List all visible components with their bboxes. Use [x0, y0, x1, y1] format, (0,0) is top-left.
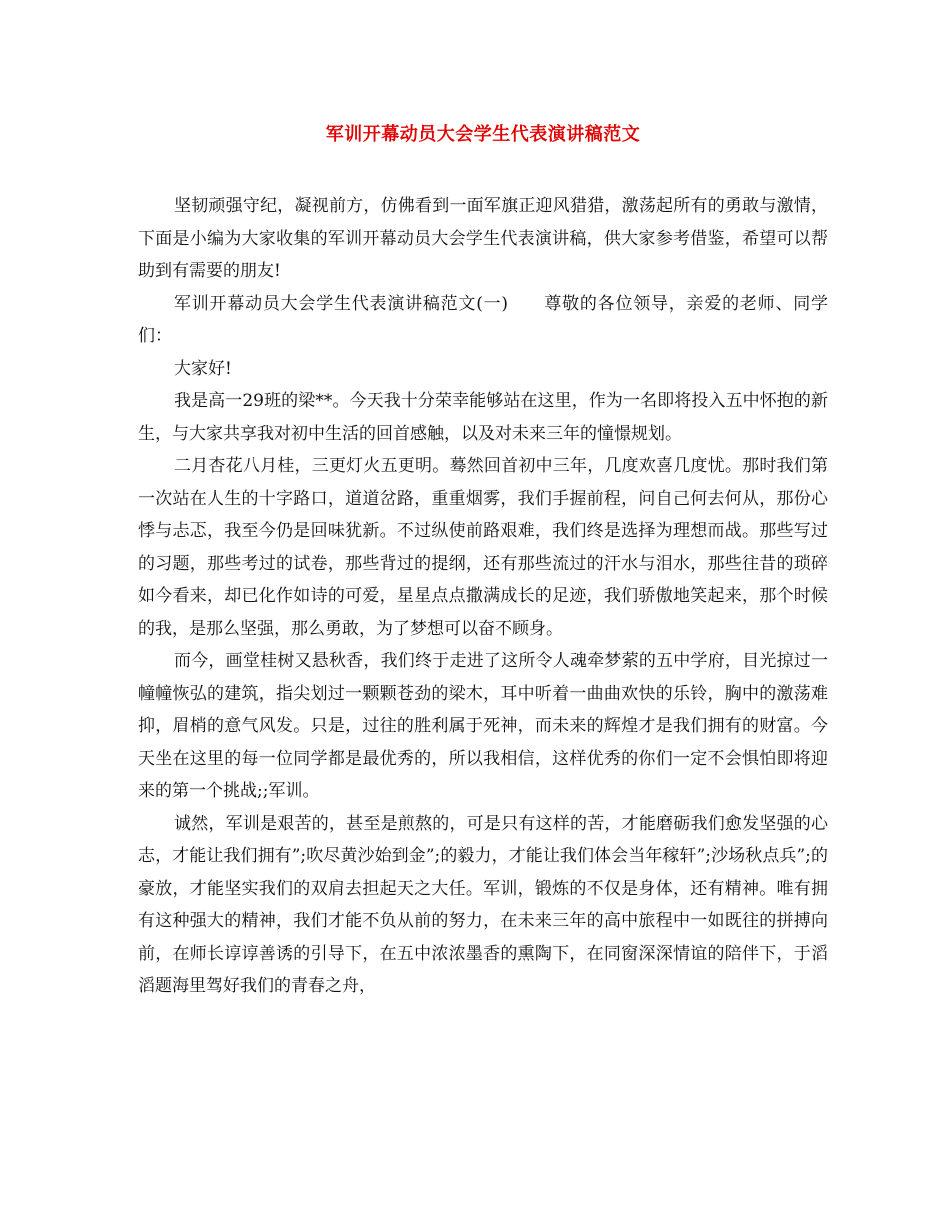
paragraph-self-introduction: 我是高一29班的梁**。今天我十分荣幸能够站在这里，作为一名即将投入五中怀抱的新生，与大家共享我对初中生活的回首感触，以及对未来三年的憧憬规划。 [138, 391, 828, 444]
paragraph-greeting: 大家好! [174, 358, 232, 379]
paragraph-intro: 坚韧顽强守纪，凝视前方，仿佛看到一面军旗正迎风猎猎，激荡起所有的勇敢与激情，下面是小编为大家收集的军训开幕动员大会学生代表演讲稿，供大家参考借鉴，希望可以帮助到有需要的朋友! [138, 196, 828, 281]
document-page [138, 120, 828, 1003]
document-title: 军训开幕动员大会学生代表演讲稿范文 [325, 124, 641, 145]
document-body [138, 190, 828, 1003]
paragraph-new-school: 而今，画堂桂树又悬秋香，我们终于走进了这所令人魂牵梦萦的五中学府，目光掠过一幢幢恢弘的建筑，指尖划过一颗颗苍劲的梁木，耳中听着一曲曲欢快的乐铃，胸中的激荡难抑，眉梢的意气风发。只是，过往的胜利属于死神，而未来的辉煌才是我们拥有的财富。今天坐在这里的每一位同学都是最优秀的，所以我相信，这样优秀的你们一定不会惧怕即将迎来的第一个挑战;;军训。 [138, 651, 828, 801]
paragraph-heading-salutation: 军训开幕动员大会学生代表演讲稿范文(一) 尊敬的各位领导，亲爱的老师、同学们： [138, 293, 828, 346]
paragraph-military-training: 诚然，军训是艰苦的，甚至是煎熬的，可是只有这样的苦，才能磨砺我们愈发坚强的心志，才能让我们拥有”;吹尽黄沙始到金”;的毅力，才能让我们体会当年稼轩”;沙场秋点兵”;的豪放，才能坚实我们的双肩去担起天之大任。军训，锻炼的不仅是身体，还有精神。唯有拥有这种强大的精神，我们才能不负从前的努力，在未来三年的高中旅程中一如既往的拼搏向前，在师长谆谆善诱的引导下，在五中浓浓墨香的熏陶下，在同窗深深情谊的陪伴下，于滔滔题海里驾好我们的青春之舟， [138, 813, 828, 996]
paragraph-junior-high-memories: 二月杏花八月桂，三更灯火五更明。蓦然回首初中三年，几度欢喜几度忧。那时我们第一次站在人生的十字路口，道道岔路，重重烟雾，我们手握前程，问自己何去何从，那份心悸与忐忑，我至今仍是回味犹新。不过纵使前路艰难，我们终是选择为理想而战。那些写过的习题，那些考过的试卷，那些背过的提纲，还有那些流过的汗水与泪水，那些往昔的琐碎如今看来，却已化作如诗的可爱，星星点点撒满成长的足迹，我们骄傲地笑起来，那个时候的我，是那么坚强，那么勇敢，为了梦想可以奋不顾身。 [138, 456, 828, 639]
